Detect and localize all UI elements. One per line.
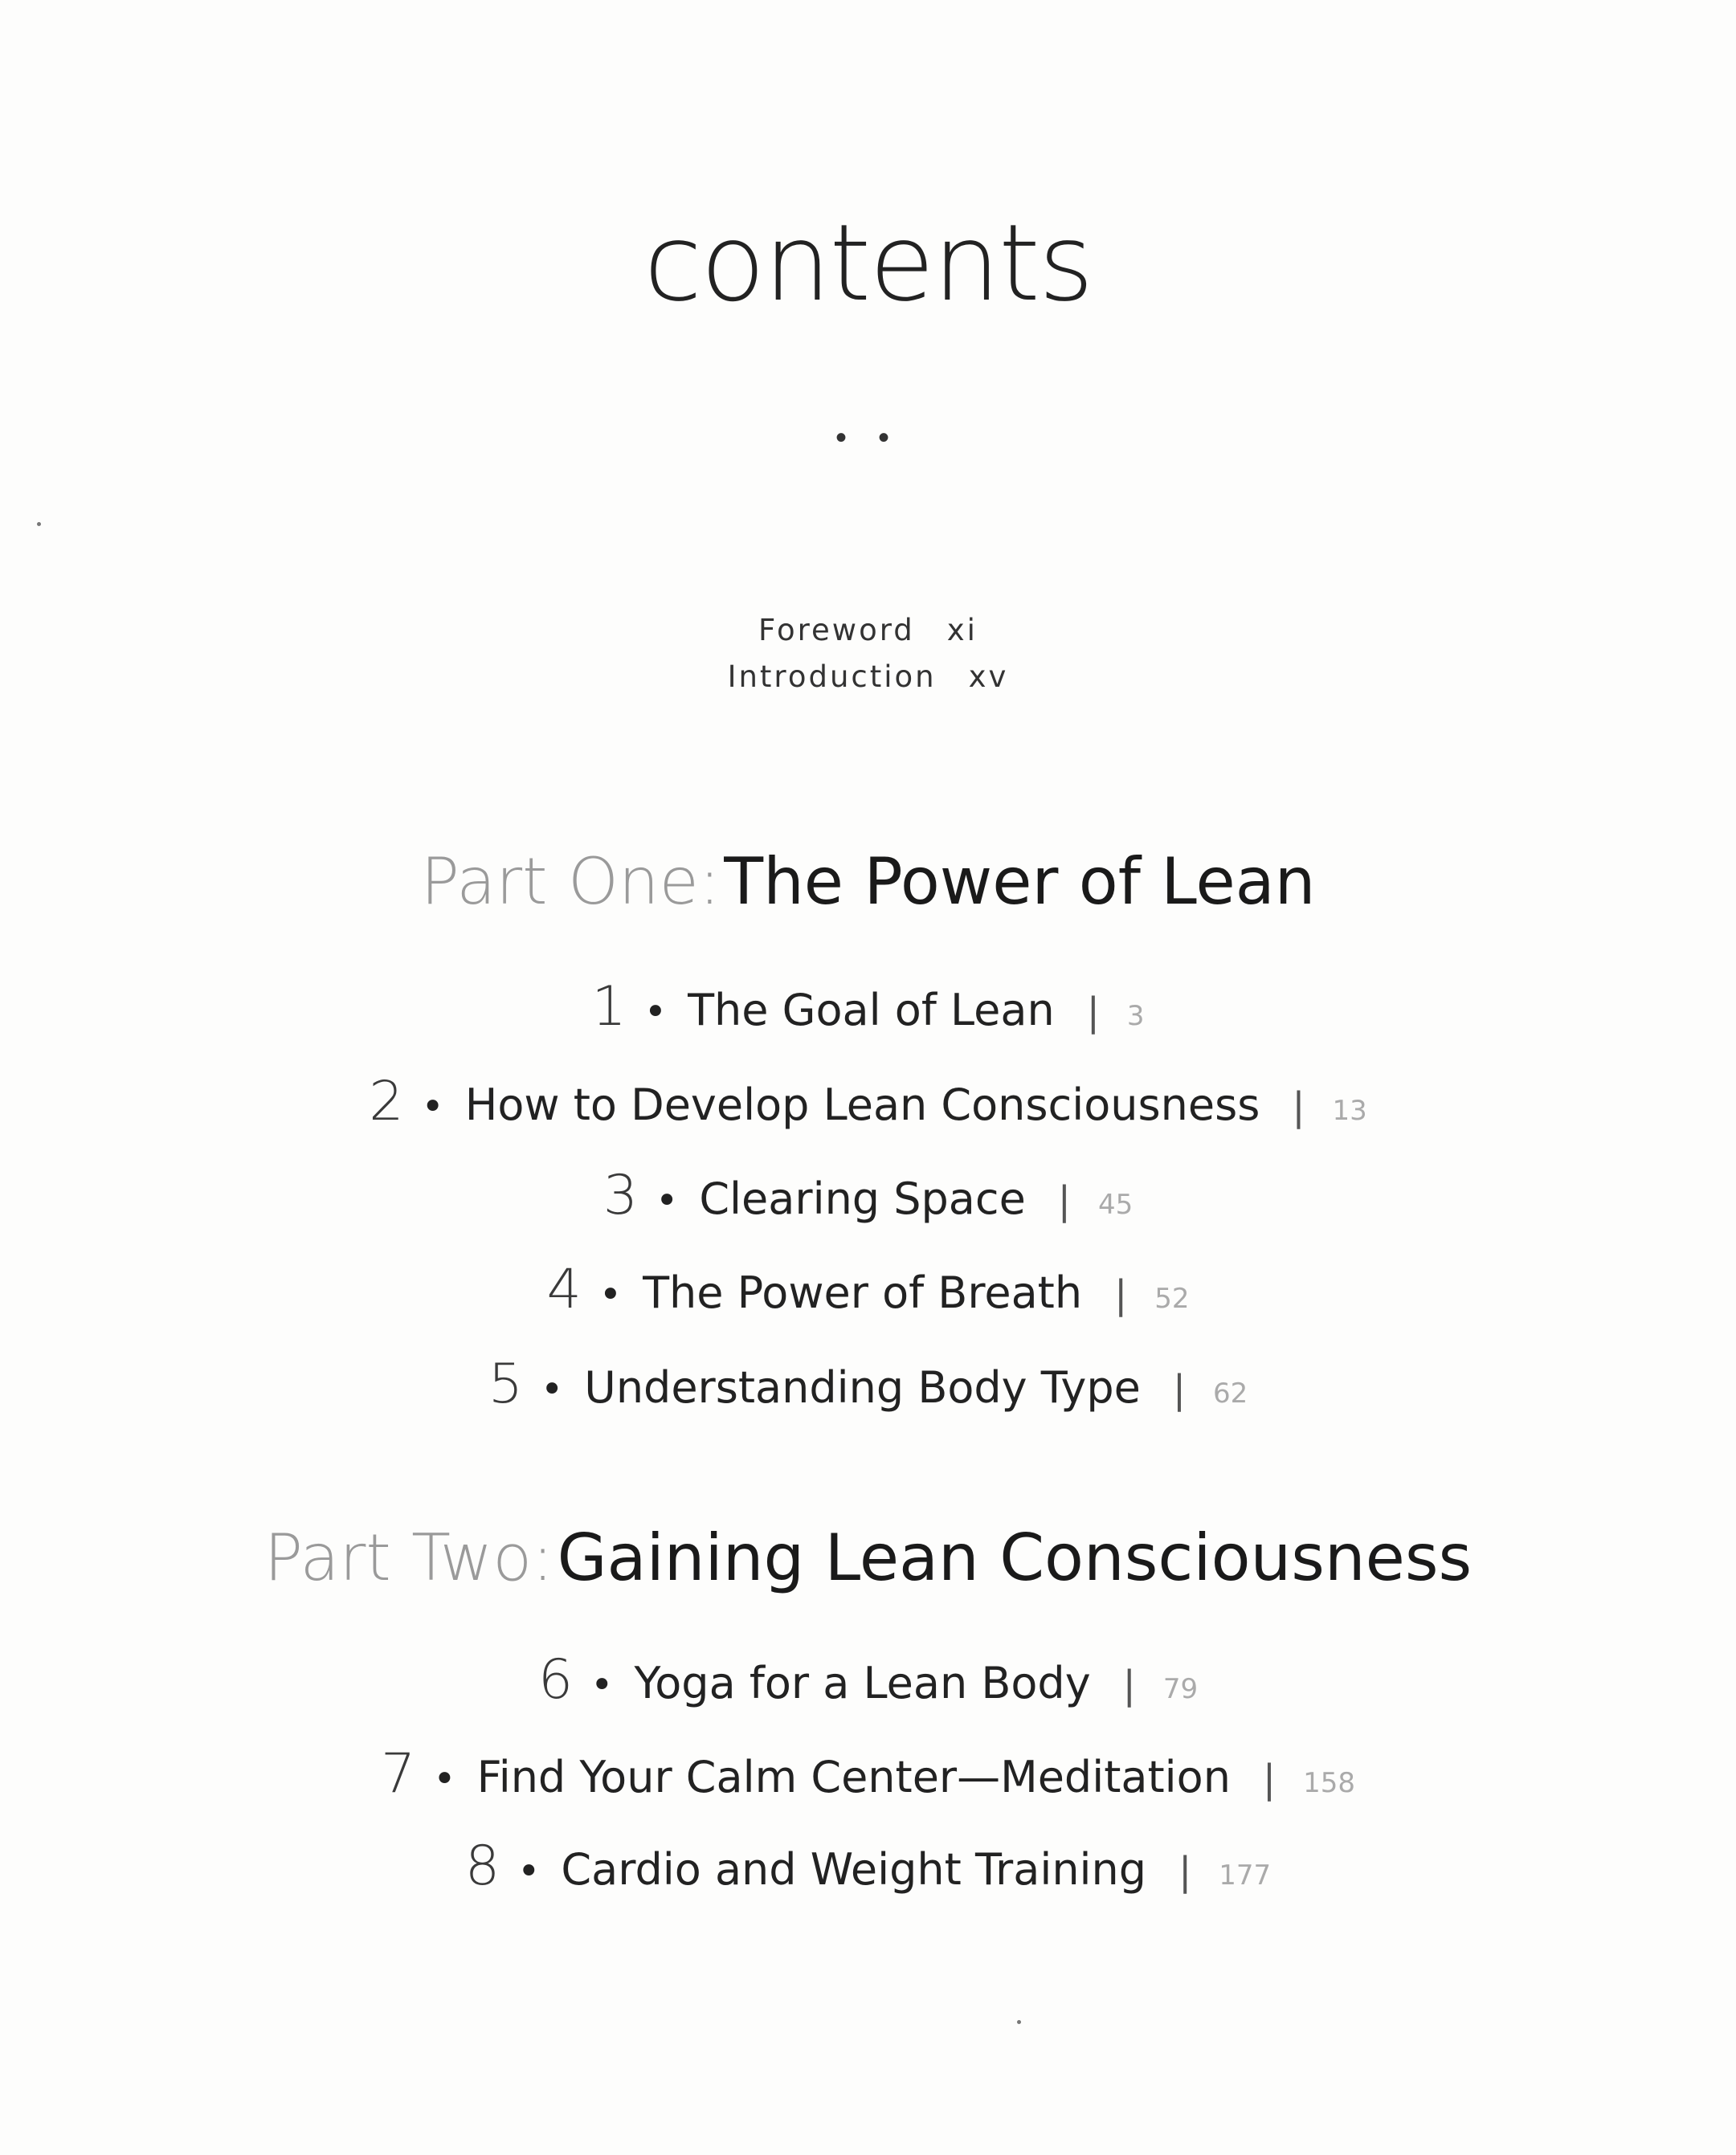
part-prefix: Part Two:	[263, 1520, 554, 1595]
chapter-bullet: •	[433, 1757, 456, 1802]
chapter-title: The Goal of Lean	[688, 985, 1055, 1035]
chapter-page: 79	[1162, 1673, 1199, 1705]
front-matter-label: Introduction	[727, 659, 937, 694]
chapter-title: Understanding Body Type	[584, 1362, 1141, 1413]
chapter-entry[interactable]	[0, 975, 1736, 1039]
chapter-entry[interactable]	[0, 1835, 1736, 1898]
front-matter-item[interactable]	[0, 607, 1736, 654]
chapter-bullet: •	[421, 1084, 444, 1129]
chapter-bullet: •	[656, 1178, 679, 1223]
scan-speck	[37, 522, 41, 526]
chapter-number: 8	[464, 1835, 500, 1898]
chapter-page: 45	[1097, 1189, 1134, 1221]
chapter-title: Cardio and Weight Training	[561, 1844, 1147, 1895]
chapter-separator: |	[1114, 1272, 1128, 1317]
chapter-entry[interactable]	[0, 1258, 1736, 1321]
chapter-title: Find Your Calm Center—Meditation	[476, 1752, 1231, 1802]
title-ornament: • •	[835, 420, 901, 455]
part-title: The Power of Lean	[724, 844, 1316, 919]
chapter-page: 177	[1219, 1859, 1272, 1892]
chapter-number: 2	[369, 1070, 404, 1133]
part-prefix: Part One:	[420, 844, 721, 919]
chapter-separator: |	[1178, 1849, 1192, 1894]
chapter-entry[interactable]	[0, 1070, 1736, 1133]
chapter-bullet: •	[540, 1367, 564, 1412]
front-matter-list	[0, 607, 1736, 700]
chapter-entry[interactable]	[0, 1648, 1736, 1712]
front-matter-item[interactable]	[0, 654, 1736, 700]
chapter-page: 158	[1303, 1767, 1355, 1799]
chapter-number: 6	[537, 1648, 574, 1712]
chapter-entry[interactable]	[0, 1742, 1736, 1806]
chapter-separator: |	[1122, 1663, 1136, 1708]
chapter-title: The Power of Breath	[643, 1267, 1083, 1318]
chapter-entry[interactable]	[0, 1353, 1736, 1416]
chapter-number: 5	[488, 1353, 523, 1416]
chapter-separator: |	[1086, 990, 1100, 1035]
chapter-number: 1	[591, 975, 627, 1039]
chapter-page: 52	[1154, 1283, 1190, 1315]
chapter-title: How to Develop Lean Consciousness	[464, 1080, 1260, 1130]
chapter-number: 7	[380, 1742, 416, 1806]
front-matter-label: Foreword	[758, 613, 915, 647]
chapter-page: 62	[1213, 1377, 1248, 1410]
part-heading	[0, 844, 1736, 919]
front-matter-page: xv	[968, 659, 1009, 694]
chapter-separator: |	[1292, 1084, 1305, 1129]
chapter-number: 3	[602, 1164, 639, 1227]
page-title: contents	[643, 202, 1093, 325]
scan-speck	[1017, 2020, 1021, 2024]
chapter-entry[interactable]	[0, 1164, 1736, 1227]
chapter-title: Yoga for a Lean Body	[634, 1658, 1091, 1708]
chapter-bullet: •	[598, 1272, 623, 1317]
chapter-bullet: •	[590, 1663, 614, 1708]
chapter-title: Clearing Space	[699, 1173, 1026, 1224]
chapter-separator: |	[1057, 1178, 1071, 1223]
chapter-number: 4	[546, 1258, 582, 1321]
front-matter-page: xi	[946, 613, 978, 647]
chapter-bullet: •	[643, 990, 668, 1035]
chapter-separator: |	[1172, 1367, 1187, 1412]
chapter-bullet: •	[517, 1849, 541, 1894]
part-title: Gaining Lean Consciousness	[557, 1520, 1473, 1595]
chapter-page: 13	[1332, 1095, 1367, 1127]
chapter-separator: |	[1262, 1757, 1276, 1802]
part-heading	[0, 1520, 1736, 1595]
chapter-page: 3	[1126, 1000, 1145, 1032]
